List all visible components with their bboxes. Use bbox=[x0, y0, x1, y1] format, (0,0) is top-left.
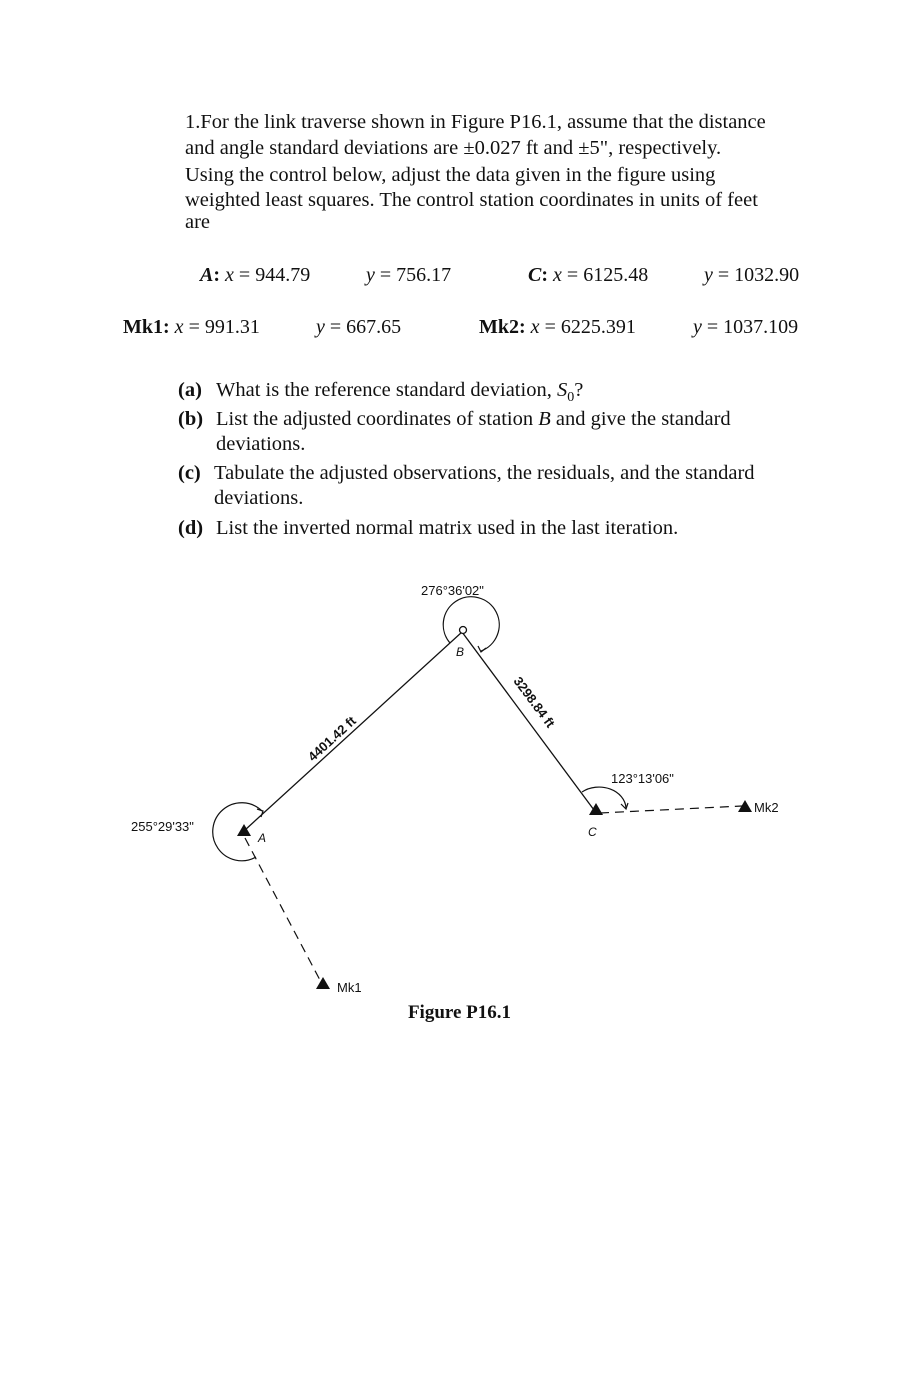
control-c: C: x = 6125.48 bbox=[528, 264, 649, 286]
angle-b-label: 276°36'02" bbox=[421, 583, 484, 598]
station-label-c: C bbox=[528, 264, 542, 286]
question-label: (d) bbox=[178, 517, 204, 539]
leg-ab bbox=[245, 632, 465, 830]
distance-ab-label: 4401.42 ft bbox=[304, 713, 359, 765]
question-label: (a) bbox=[178, 379, 202, 401]
question-symbol: B bbox=[538, 408, 551, 430]
station-c-marker bbox=[589, 803, 603, 815]
control-c-y: 1032.90 bbox=[734, 264, 800, 286]
station-a-label: A bbox=[258, 831, 267, 845]
station-mk1-marker bbox=[316, 977, 330, 989]
question-symbol: S bbox=[556, 379, 568, 401]
control-c-x: 6125.48 bbox=[583, 264, 649, 286]
station-b-label: B bbox=[456, 645, 465, 659]
problem-line: are bbox=[185, 210, 211, 233]
question-c bbox=[178, 461, 806, 511]
question-tail: ? bbox=[574, 379, 584, 401]
station-mk1-label: Mk1 bbox=[337, 980, 362, 995]
question-continuation: deviations. bbox=[214, 487, 304, 509]
control-mk1: Mk1: x = 991.31 bbox=[123, 316, 260, 338]
station-label-mk1: Mk1 bbox=[123, 316, 163, 338]
angle-arc-a bbox=[213, 803, 262, 861]
control-mk2-x: 6225.391 bbox=[560, 316, 636, 338]
problem-line: and angle standard deviations are ±0.027 ft and ±5", respectively. bbox=[185, 136, 722, 159]
leg-bc bbox=[462, 632, 594, 810]
question-a bbox=[178, 378, 806, 410]
sight-line-c-mk2 bbox=[600, 806, 742, 813]
control-a: A: x = 944.79 bbox=[200, 264, 311, 286]
question-label: (b) bbox=[178, 408, 204, 430]
control-mk2-y-cell: y = 1037.109 bbox=[693, 316, 799, 338]
control-a-y-cell: y = 756.17 bbox=[366, 264, 452, 286]
station-label-mk2: Mk2 bbox=[479, 316, 519, 338]
question-label: (c) bbox=[178, 462, 201, 484]
control-mk1-y: 667.65 bbox=[346, 316, 402, 338]
control-mk1-y-cell: y = 667.65 bbox=[316, 316, 402, 338]
station-b-marker bbox=[460, 627, 467, 634]
angle-arrow-c bbox=[621, 803, 628, 809]
figure-caption: Figure P16.1 bbox=[407, 1002, 512, 1023]
angle-a-label: 255°29'33" bbox=[131, 819, 194, 834]
question-subscript: 0 bbox=[567, 390, 575, 406]
angle-c-label: 123°13'06" bbox=[611, 771, 674, 786]
problem-line: weighted least squares. The control station coordinates in units of feet bbox=[185, 188, 758, 211]
problem-statement bbox=[185, 110, 810, 233]
question-tail: and give the standard bbox=[550, 408, 731, 430]
problem-line: Using the control below, adjust the data given in the figure using bbox=[185, 164, 716, 186]
problem-line: 1.For the link traverse shown in Figure P16.1, assume that the distance bbox=[185, 111, 766, 133]
control-c-y-cell: y = 1032.90 bbox=[704, 264, 800, 286]
control-mk2: Mk2: x = 6225.391 bbox=[479, 316, 636, 338]
angle-arrow-b bbox=[478, 646, 486, 652]
angle-arc-b bbox=[443, 597, 499, 651]
distance-bc-label: 3298.84 ft bbox=[510, 673, 558, 731]
station-label-a: A bbox=[200, 264, 214, 286]
question-text: List the adjusted coordinates of station bbox=[216, 408, 539, 430]
control-a-x: 944.79 bbox=[255, 264, 311, 286]
question-b bbox=[178, 407, 806, 457]
sight-line-a-mk1 bbox=[245, 838, 321, 982]
question-continuation: deviations. bbox=[216, 433, 306, 455]
control-mk2-y: 1037.109 bbox=[723, 316, 799, 338]
station-c-label: C bbox=[588, 825, 597, 839]
question-text: Tabulate the adjusted observations, the residuals, and the standard bbox=[214, 462, 755, 484]
angle-arc-c bbox=[582, 787, 626, 808]
control-a-y: 756.17 bbox=[396, 264, 452, 286]
question-text: What is the reference standard deviation, bbox=[216, 379, 557, 401]
station-mk2-label: Mk2 bbox=[754, 800, 779, 815]
traverse-figure bbox=[0, 570, 919, 1010]
question-d bbox=[178, 516, 806, 541]
control-mk1-x: 991.31 bbox=[204, 316, 260, 338]
question-text: List the inverted normal matrix used in the last iteration. bbox=[216, 517, 679, 539]
